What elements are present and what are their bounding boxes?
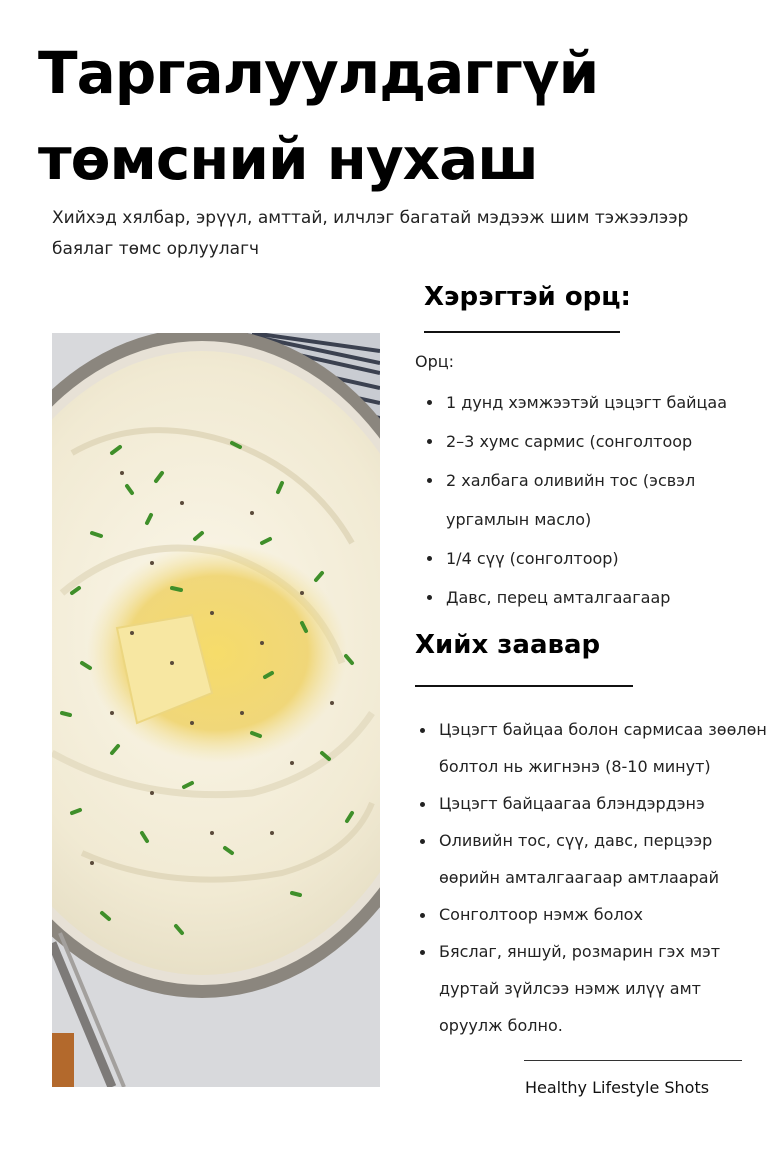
list-item: 1 дунд хэмжээтэй цэцэгт байцаа [424, 383, 764, 422]
title-line-2: төмсний нухаш [38, 125, 538, 193]
list-item: 2 халбага оливийн тос (эсвэл ургамлын масло) [424, 461, 746, 539]
list-item: Сонголтоор нэмж болох [417, 896, 767, 933]
list-item: Давс, перец амталгаагаар [424, 578, 764, 617]
photo-illustration [52, 333, 380, 1087]
ingredients-heading: Хэрэгтэй орц: [424, 282, 631, 312]
title-line-1: Таргалуулдаггүй [38, 39, 599, 107]
list-item: Бяслаг, яншуй, розмарин гэх мэт дуртай зүйлсээ нэмж илүү амт оруулж болно. [417, 933, 768, 1044]
ingredients-list [424, 383, 764, 617]
footer-brand: Healthy Lifestyle Shots [525, 1078, 710, 1097]
list-item: 2–3 хумс сармис (сонголтоор [424, 422, 764, 461]
list-item: 1/4 сүү (сонголтоор) [424, 539, 764, 578]
instructions-list [417, 711, 767, 1044]
ingredients-divider [424, 331, 620, 333]
list-item: Цэцэгт байцаагаа блэндэрдэнэ [417, 785, 767, 822]
ingredients-label: Орц: [415, 352, 455, 371]
page-title [38, 30, 738, 202]
mashed-cauliflower-photo [52, 333, 380, 1087]
instructions-heading: Хийх заавар [415, 630, 601, 660]
list-item: Цэцэгт байцаа болон сармисаа зөөлөн болтол нь жигнэнэ (8-10 минут) [417, 711, 767, 785]
list-item: Оливийн тос, сүү, давс, перцээр өөрийн амталгаагаар амтлаарай [417, 822, 749, 896]
instructions-divider [415, 685, 633, 687]
footer-divider [524, 1060, 742, 1061]
subtitle: Хийхэд хялбар, эрүүл, амттай, илчлэг багатай мэдээж шим тэжээлээр баялаг төмс орлуулагч [52, 208, 689, 259]
